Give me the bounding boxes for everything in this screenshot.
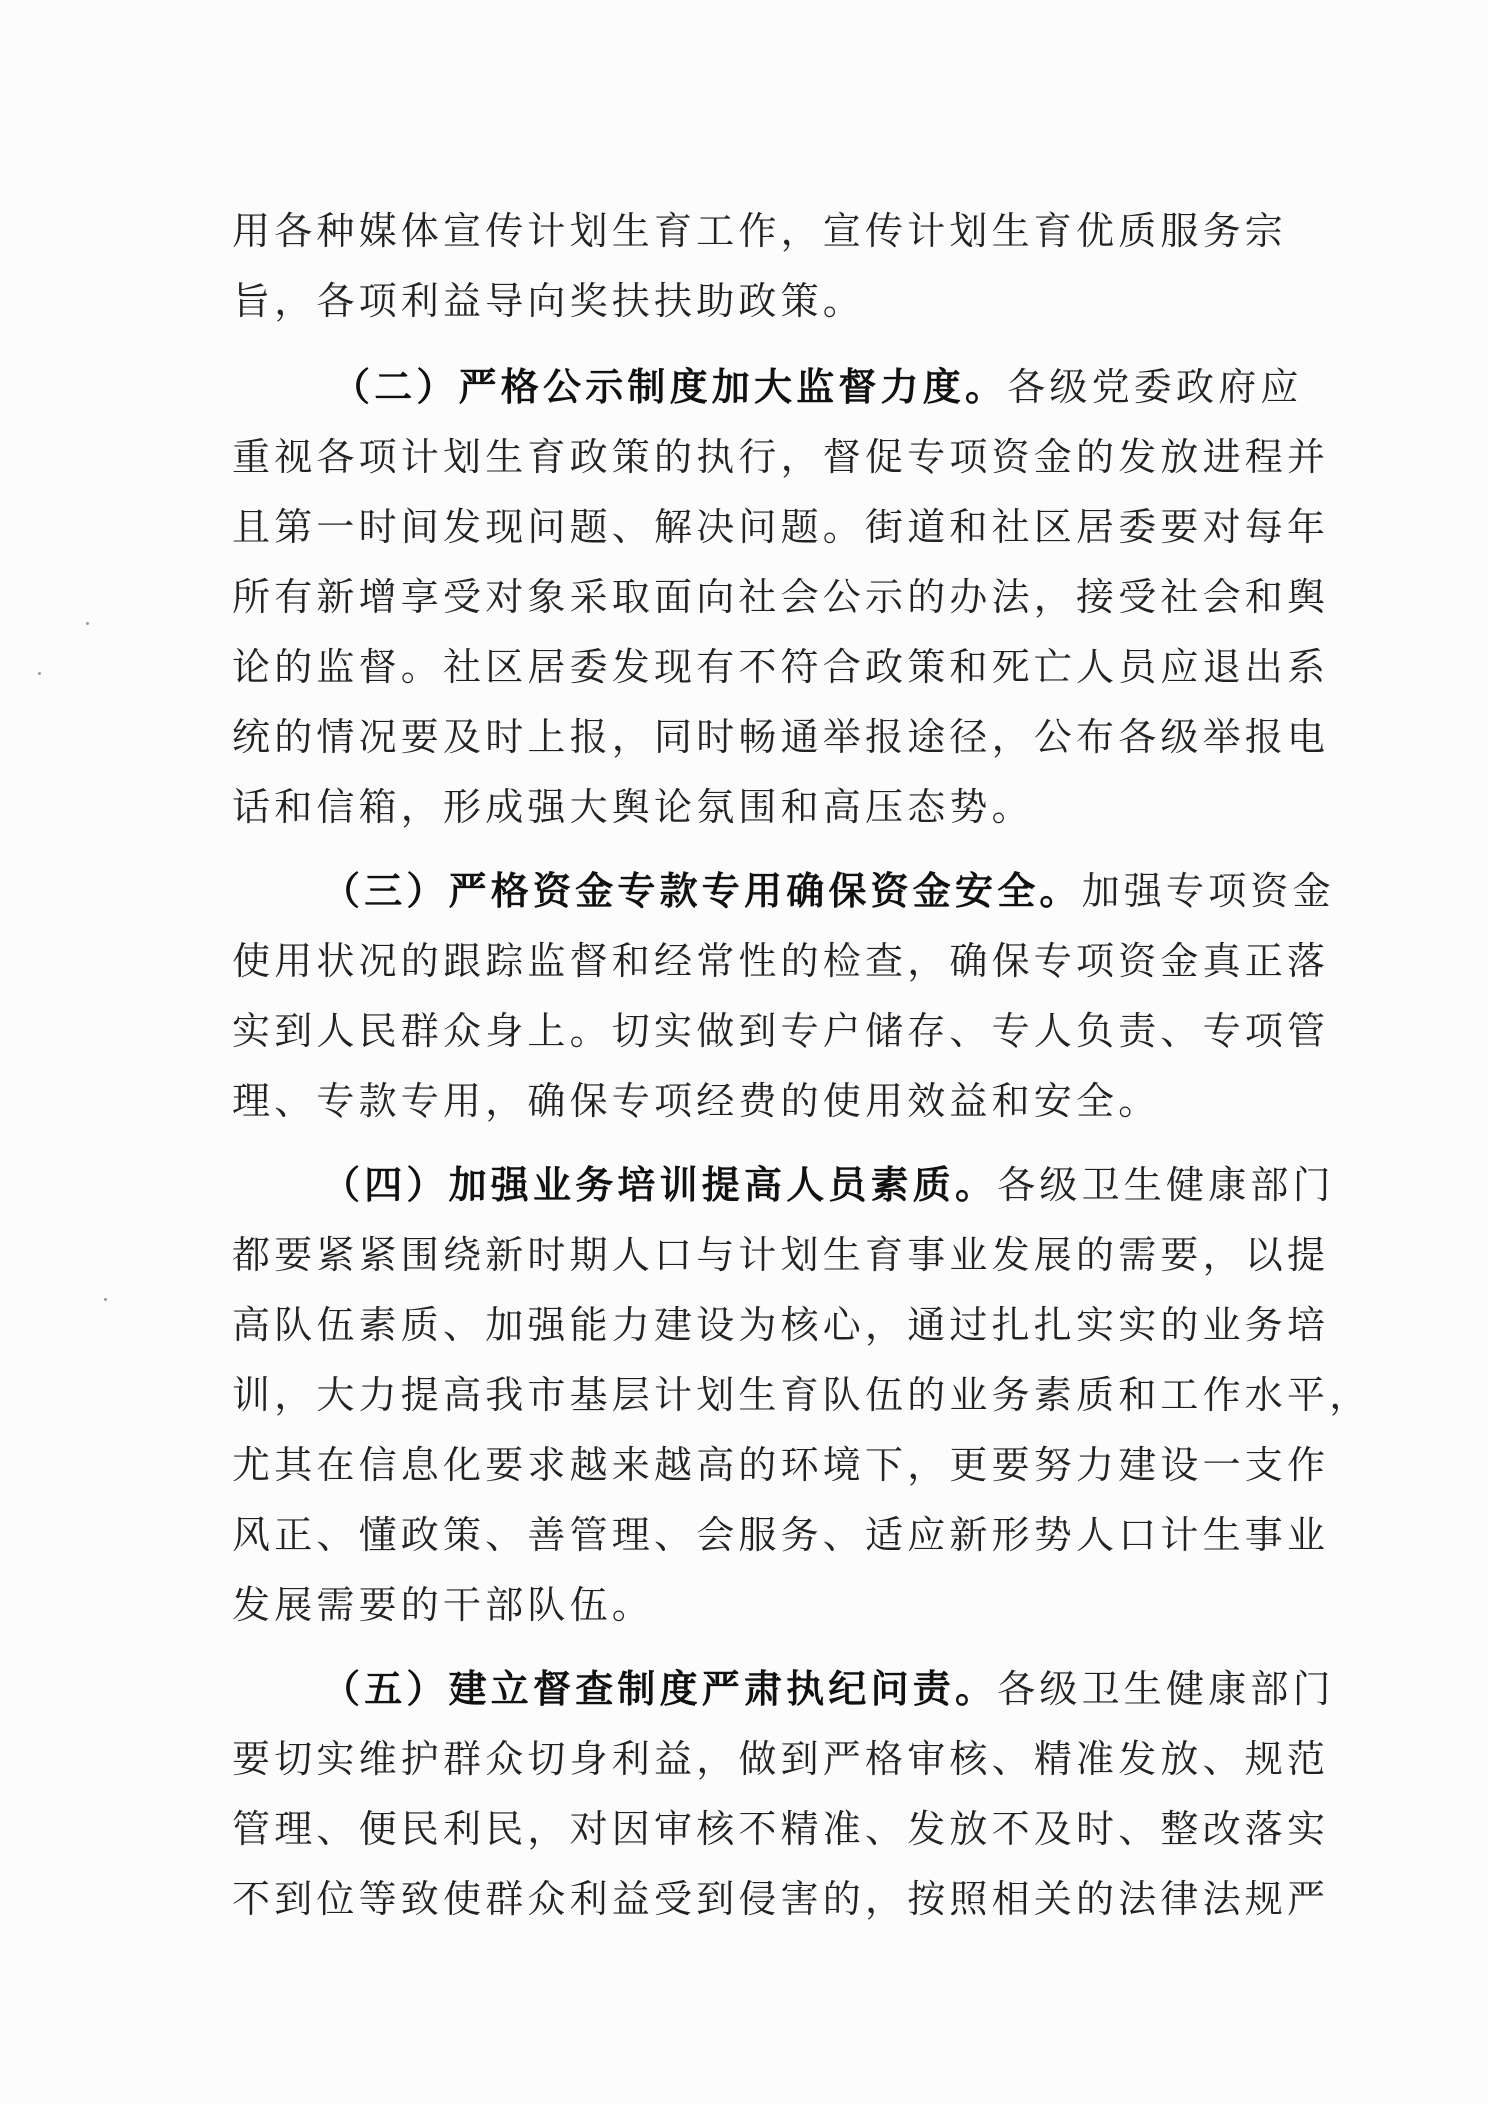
text-line: 使用状况的跟踪监督和经常性的检查，确保专项资金真正落 [232,939,1330,983]
text-line: 尤其在信息化要求越来越高的环境下，更要努力建设一支作 [232,1443,1330,1487]
text-line: 管理、便民利民，对因审核不精准、发放不及时、整改落实 [232,1807,1330,1851]
text-line: 话和信箱，形成强大舆论氛围和高压态势。 [232,785,1034,829]
body-text [232,196,1372,1934]
text-line: 理、专款专用，确保专项经费的使用效益和安全。 [232,1079,1161,1123]
paragraph-first-line [232,1150,1335,1220]
section-heading: （二）严格公示制度加大监督力度。 [332,364,1008,409]
scan-speck [104,1298,107,1301]
section-heading: （四）加强业务培训提高人员素质。 [322,1162,998,1207]
text-line: 风正、懂政策、善管理、会服务、适应新形势人口计生事业 [232,1513,1330,1557]
text-line: 实到人民群众身上。切实做到专户储存、专人负责、专项管 [232,1009,1330,1053]
text-line: 所有新增享受对象采取面向社会公示的办法，接受社会和舆 [232,575,1330,619]
paragraph-gap [232,842,1292,856]
paragraph-gap [232,336,1292,352]
paragraph-gap [232,1136,1292,1150]
scan-speck [38,672,41,675]
text-line: 发展需要的干部队伍。 [232,1583,655,1627]
section-lead-text: 各级卫生健康部门 [997,1163,1335,1207]
paragraph-first-line [232,1654,1335,1724]
section-lead-text: 加强专项资金 [1081,869,1335,913]
text-line: 统的情况要及时上报，同时畅通举报途径，公布各级举报电 [232,715,1330,759]
text-line: 不到位等致使群众利益受到侵害的，按照相关的法律法规严 [232,1877,1330,1921]
paragraph-gap [232,1640,1292,1654]
text-line: 论的监督。社区居委发现有不符合政策和死亡人员应退出系 [232,645,1330,689]
text-line: 要切实维护群众切身利益，做到严格审核、精准发放、规范 [232,1737,1330,1781]
text-line: 且第一时间发现问题、解决问题。街道和社区居委要对每年 [232,505,1330,549]
section-heading: （三）严格资金专款专用确保资金安全。 [322,868,1082,913]
section-lead-text: 各级党委政府应 [1007,365,1303,409]
section-heading: （五）建立督查制度严肃执纪问责。 [322,1666,998,1711]
text-line: 旨，各项利益导向奖扶扶助政策。 [232,279,866,323]
text-line: 用各种媒体宣传计划生育工作，宣传计划生育优质服务宗 [232,209,1288,253]
text-line: 高队伍素质、加强能力建设为核心，通过扎扎实实的业务培 [232,1303,1330,1347]
paragraph-first-line [232,856,1335,926]
paragraph-first-line [232,352,1303,422]
text-line: 都要紧紧围绕新时期人口与计划生育事业发展的需要，以提 [232,1233,1330,1277]
text-line: 重视各项计划生育政策的执行，督促专项资金的发放进程并 [232,435,1330,479]
scan-speck [86,622,89,625]
section-lead-text: 各级卫生健康部门 [997,1667,1335,1711]
text-line: 训，大力提高我市基层计划生育队伍的业务素质和工作水平， [232,1373,1372,1417]
